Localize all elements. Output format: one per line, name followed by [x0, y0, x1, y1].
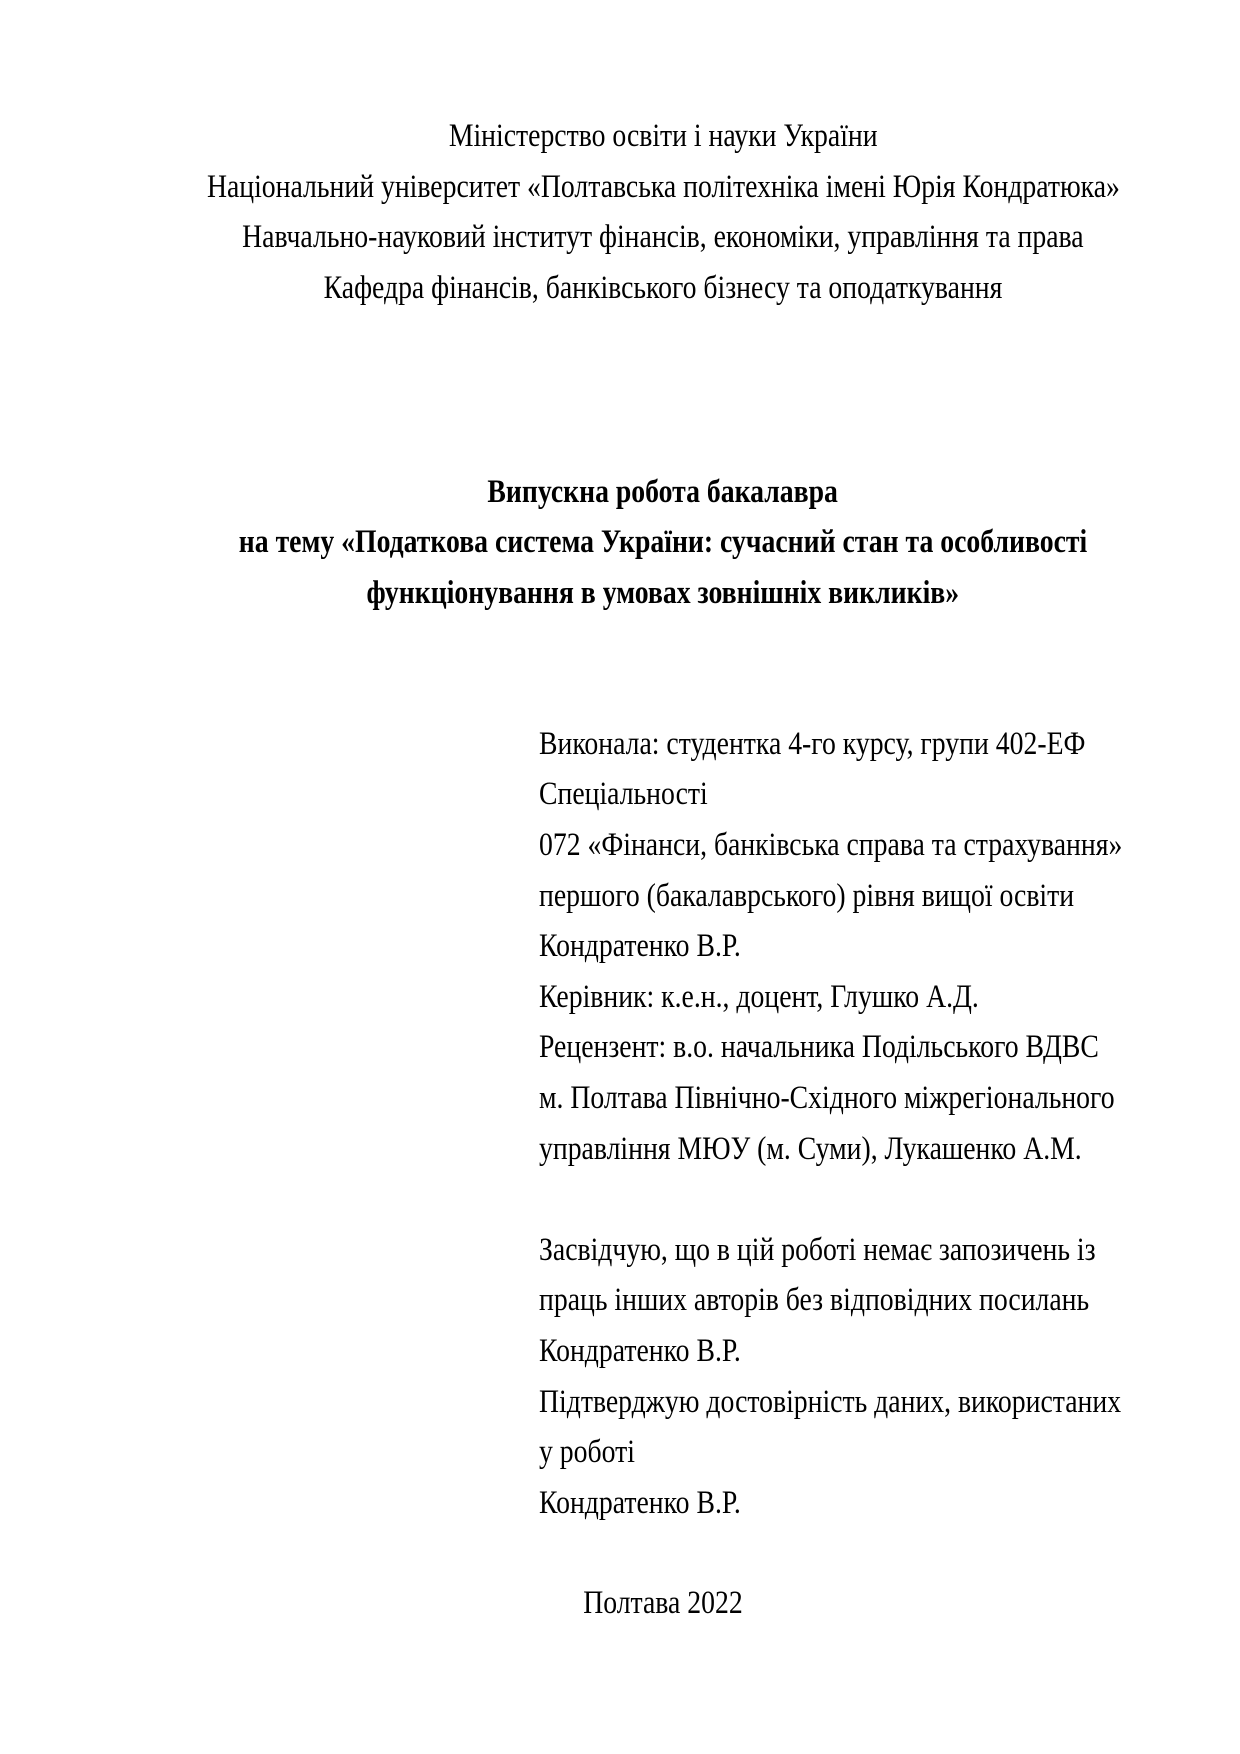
thesis-topic-line-2: функціонування в умовах зовнішніх викликів»	[366, 575, 960, 611]
declaration-line-1: Засвідчую, що в цій роботі немає запозичень із	[539, 1232, 1096, 1268]
declaration-signature-2: Кондратенко В.Р.	[539, 1485, 741, 1521]
reviewer-line-2: м. Полтава Північно-Східного міжрегіонального	[539, 1080, 1115, 1116]
specialty-line: 072 «Фінанси, банківська справа та страхування»	[539, 827, 1123, 863]
thesis-topic-line-1: на тему «Податкова система України: сучасний стан та особливості	[238, 524, 1088, 560]
confirmation-line-2: у роботі	[539, 1434, 635, 1470]
confirmation-line-1: Підтверджую достовірність даних, використаних	[539, 1384, 1122, 1420]
education-level-line: першого (бакалаврського) рівня вищої освіти	[539, 878, 1075, 914]
declaration-signature-1: Кондратенко В.Р.	[539, 1333, 741, 1369]
declaration-line-2: праць інших авторів без відповідних посилань	[539, 1282, 1090, 1318]
ministry-line: Міністерство освіти і науки України	[448, 118, 878, 154]
department-line: Кафедра фінансів, банківського бізнесу та оподаткування	[323, 270, 1003, 306]
university-line: Національний університет «Полтавська політехніка імені Юрія Кондратюка»	[206, 169, 1120, 205]
city-year: Полтава 2022	[583, 1585, 743, 1621]
specialty-label: Спеціальності	[539, 776, 708, 812]
work-type-title: Випускна робота бакалавра	[487, 474, 839, 510]
reviewer-line-1: Рецензент: в.о. начальника Подільського ВДВС	[539, 1029, 1099, 1065]
institute-line: Навчально-науковий інститут фінансів, економіки, управління та права	[242, 219, 1084, 255]
author-line: Виконала: студентка 4-го курсу, групи 402-ЕФ	[539, 726, 1086, 762]
supervisor-line: Керівник: к.е.н., доцент, Глушко А.Д.	[539, 979, 979, 1015]
reviewer-line-3: управління МЮУ (м. Суми), Лукашенко А.М.	[539, 1131, 1082, 1167]
author-name: Кондратенко В.Р.	[539, 928, 741, 964]
